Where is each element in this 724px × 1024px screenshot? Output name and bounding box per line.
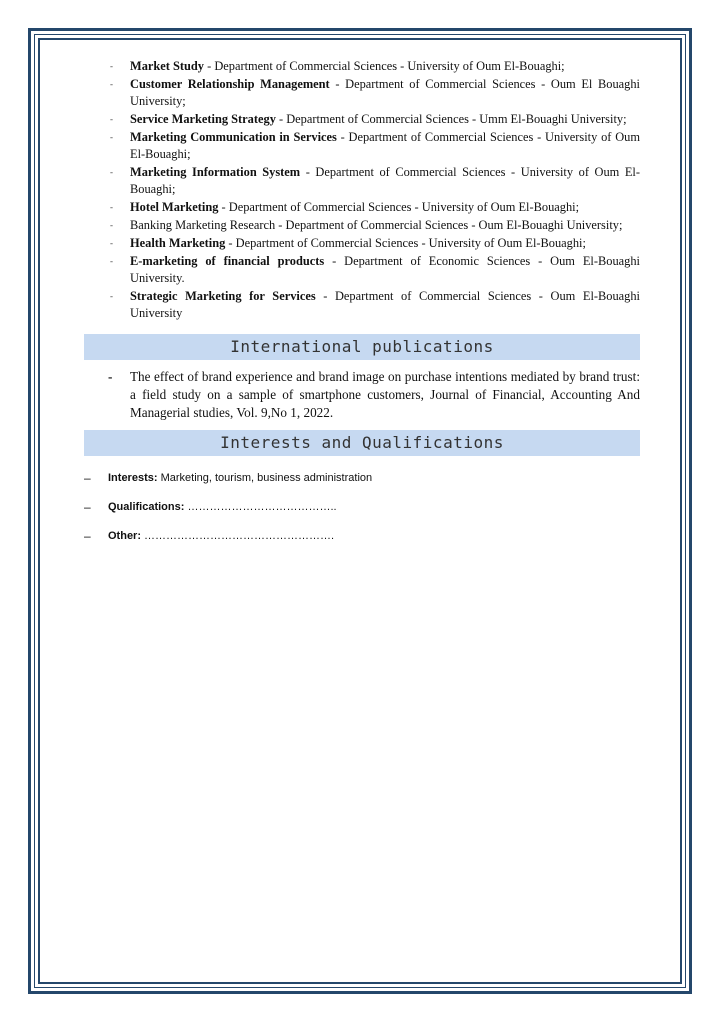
course-name: Market Study [130, 59, 204, 73]
course-detail: - Department of Commercial Sciences - Umm El-Bouaghi University; [275, 112, 627, 126]
course-name: Marketing Communication in Services [130, 130, 337, 144]
course-name: Health Marketing [130, 236, 226, 250]
course-detail: - Department of Commercial Sciences - University of Oum El-Bouaghi; [204, 59, 565, 73]
list-dash: - [110, 79, 113, 89]
course-name: E-marketing of financial products [130, 254, 325, 268]
teaching-item [84, 253, 640, 287]
teaching-item [84, 288, 640, 322]
teaching-item [84, 111, 640, 128]
section-header-interests: Interests and Qualifications [84, 430, 640, 456]
qualifications-value: ………………………………….. [184, 501, 337, 513]
teaching-list [84, 58, 640, 322]
qualifications-row [84, 499, 640, 515]
teaching-item [84, 129, 640, 163]
list-dash: - [110, 238, 113, 248]
list-dash: - [110, 220, 113, 230]
other-row [84, 528, 640, 544]
teaching-item [84, 217, 640, 234]
page-content [84, 58, 640, 557]
course-detail: - Department of Commercial Sciences - University of Oum El-Bouaghi; [130, 165, 640, 196]
course-detail: - Department of Commercial Sciences - Oum El-Bouaghi University [130, 289, 640, 320]
course-detail: - Department of Commercial Sciences - Oum El-Bouaghi University; [275, 218, 623, 232]
teaching-item [84, 58, 640, 75]
row-dash: – [84, 500, 91, 514]
interests-list [84, 470, 640, 544]
teaching-item [84, 76, 640, 110]
list-dash: - [110, 61, 113, 71]
interests-row [84, 470, 640, 486]
list-dash: - [110, 114, 113, 124]
list-dash: - [110, 132, 113, 142]
list-dash: - [110, 202, 113, 212]
course-name: Service Marketing Strategy [130, 112, 276, 126]
course-detail: - Department of Commercial Sciences - University of Oum El-Bouaghi; [130, 130, 640, 161]
list-dash: - [110, 167, 113, 177]
teaching-item [84, 199, 640, 216]
other-label: Other: [108, 530, 141, 542]
other-value: ……………………………………………. [141, 530, 335, 542]
list-dash: - [110, 256, 113, 266]
course-name: Marketing Information System [130, 165, 301, 179]
teaching-item [84, 164, 640, 198]
course-name: Banking Marketing Research [130, 218, 276, 232]
row-dash: – [84, 529, 91, 543]
course-detail: - Department of Economic Sciences - Oum El-Bouaghi University. [130, 254, 640, 285]
interests-label: Interests: [108, 472, 158, 484]
course-detail: - Department of Commercial Sciences - Oum El Bouaghi University; [130, 77, 640, 108]
course-detail: - Department of Commercial Sciences - University of Oum El-Bouaghi; [218, 200, 580, 214]
row-dash: – [84, 471, 91, 485]
teaching-item [84, 235, 640, 252]
section-header-publications: International publications [84, 334, 640, 360]
publication-dash: - [108, 369, 113, 384]
course-name: Hotel Marketing [130, 200, 219, 214]
qualifications-label: Qualifications: [108, 501, 185, 513]
course-name: Strategic Marketing for Services [130, 289, 316, 303]
course-detail: - Department of Commercial Sciences - University of Oum El-Bouaghi; [225, 236, 586, 250]
publication-text: The effect of brand experience and brand image on purchase intentions mediated by brand trust: a field study on a sample of smartphone customers, Journal of Financial, Accounting And Managerial studies, Vol. 9,No 1, 2022. [130, 369, 640, 420]
publication-item [84, 368, 640, 422]
list-dash: - [110, 291, 113, 301]
course-name: Customer Relationship Management [130, 77, 330, 91]
interests-value: Marketing, tourism, business administration [157, 472, 373, 484]
